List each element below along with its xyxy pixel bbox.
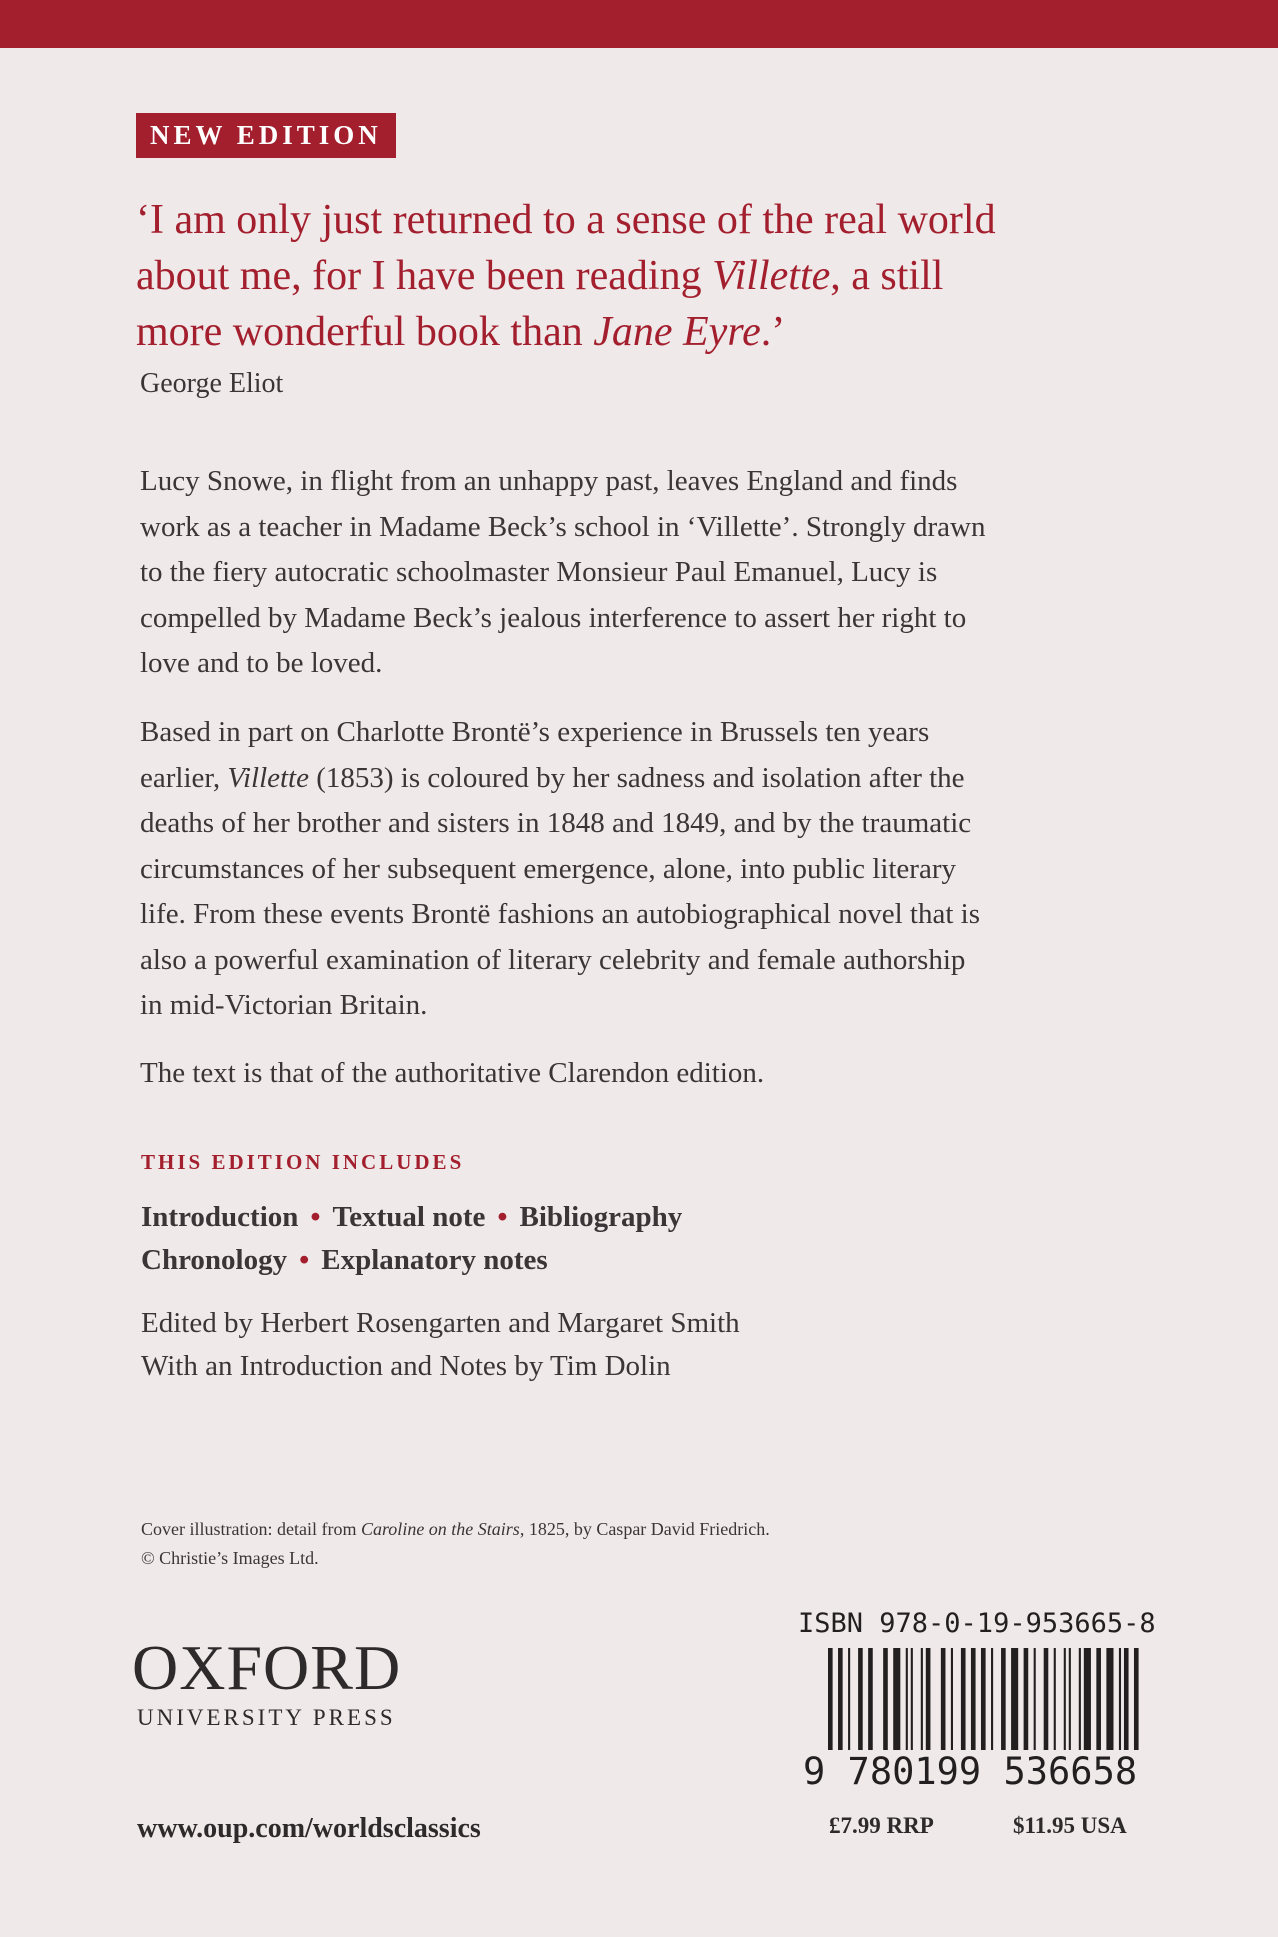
- text-source-note: The text is that of the authoritative Clarendon edition.: [140, 1057, 765, 1089]
- cover-illustration-credit: Cover illustration: detail from Caroline on the Stairs, 1825, by Caspar David Friedrich. © Christie’s Images Ltd.: [141, 1519, 770, 1568]
- includes-row-1: [141, 1196, 682, 1239]
- quote-attribution: George Eliot: [140, 368, 284, 399]
- quote-title-jane-eyre: Jane Eyre: [593, 309, 761, 355]
- price-gbp: £7.99 RRP: [829, 1813, 934, 1838]
- include-item: Bibliography: [519, 1201, 683, 1233]
- editors-credit: Edited by Herbert Rosengarten and Margaret Smith With an Introduction and Notes by Tim Dolin: [141, 1307, 740, 1382]
- include-item: Introduction: [141, 1201, 299, 1233]
- context-paragraph: Based in part on Charlotte Brontë’s experience in Brussels ten years earlier, Villette (1853) is coloured by her sadness and isolation after the deaths of her brother and sisters in 1848 and 1849, and by the traumatic circumstances of her subsequent emergence, alone, into public literary life. From these events Brontë fashions an autobiographical novel that is also a powerful examination of literary celebrity and female authorship in mid-Victorian Britain.: [140, 716, 980, 1021]
- include-item: Explanatory notes: [321, 1244, 548, 1276]
- price-usd: $11.95 USA: [1013, 1813, 1127, 1838]
- top-red-band: [0, 0, 1278, 48]
- isbn-number: ISBN 978-0-19-953665-8: [798, 1608, 1156, 1639]
- quote-line-1: ‘I am only just returned to a sense of the real world: [136, 197, 996, 243]
- include-item: Textual note: [332, 1201, 486, 1233]
- publisher-website-link[interactable]: www.oup.com/worldsclassics: [137, 1813, 481, 1844]
- review-quote: ‘I am only just returned to a sense of the real world about me, for I have been reading Villette, a still more wonderful book than Jane Eyre.’: [136, 197, 996, 355]
- quote-title-villette: Villette: [712, 253, 831, 299]
- synopsis-paragraph: Lucy Snowe, in flight from an unhappy past, leaves England and finds work as a teacher in Madame Beck’s school in ‘Villette’. Strongly drawn to the fiery autocratic schoolmaster Monsieur Paul Emanuel, Lucy is compelled by Madame Beck’s jealous interference to assert her right to love and to be loved.: [140, 465, 986, 679]
- new-edition-badge: NEW EDITION: [136, 113, 396, 158]
- publisher-logo-subtitle: UNIVERSITY PRESS: [137, 1705, 396, 1730]
- publisher-logo: OXFORD: [132, 1632, 402, 1703]
- bullet-icon: •: [497, 1201, 508, 1233]
- bullet-icon: •: [299, 1244, 310, 1276]
- include-item: Chronology: [141, 1244, 288, 1276]
- bullet-icon: •: [310, 1201, 321, 1233]
- edition-includes-list: [141, 1196, 682, 1282]
- edition-includes-heading: THIS EDITION INCLUDES: [141, 1150, 465, 1174]
- ean-number: 9 780199 536658: [797, 1750, 1143, 1793]
- includes-row-2: [141, 1239, 682, 1282]
